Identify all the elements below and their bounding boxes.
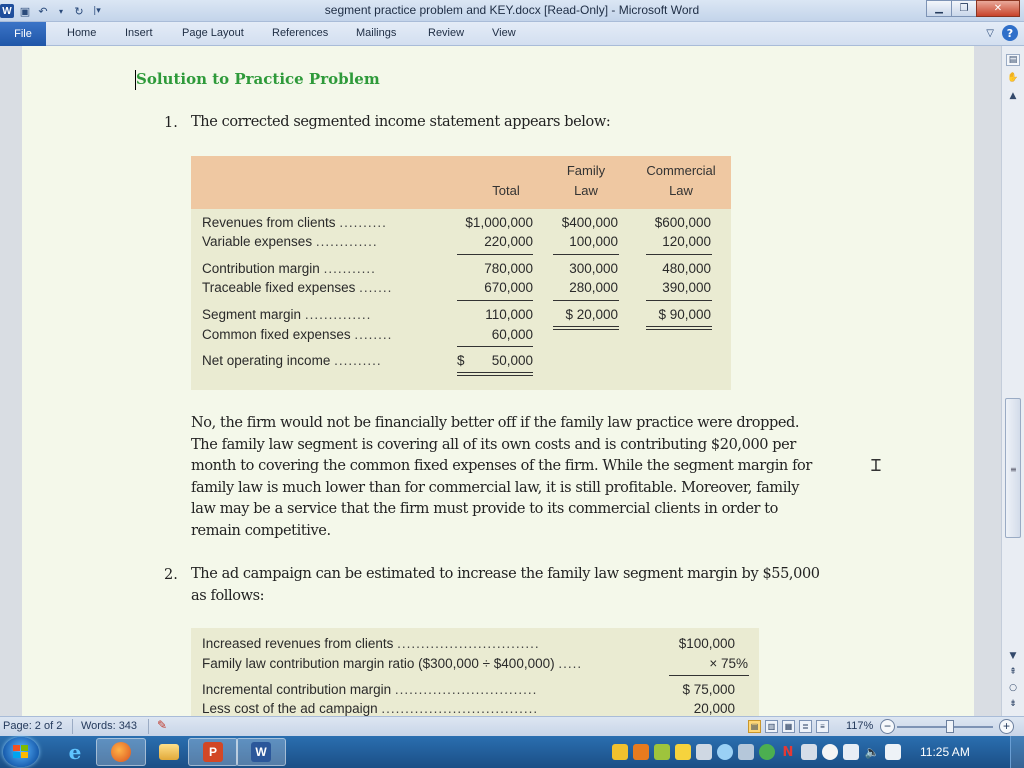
header-commercial-line2: Law <box>669 183 693 198</box>
double-underline <box>553 329 619 330</box>
web-layout-icon[interactable]: ▦ <box>782 720 795 733</box>
network-icon[interactable] <box>843 744 859 760</box>
file-explorer-icon[interactable] <box>144 738 194 766</box>
underline <box>457 254 533 255</box>
powerpoint-icon[interactable]: P <box>188 738 238 766</box>
next-page-icon[interactable]: ⇟ <box>1009 699 1017 709</box>
zoom-in-button[interactable]: + <box>999 719 1014 734</box>
cell-total: 50,000 <box>491 353 533 368</box>
cell-value: 20,000 <box>693 701 735 716</box>
table-row-label: Variable expenses ............. <box>202 234 378 249</box>
word-icon[interactable]: W <box>236 738 286 766</box>
cell-commercial: $600,000 <box>654 215 711 230</box>
underline <box>646 300 712 301</box>
table-row-label: Family law contribution margin ratio ($300,000 ÷ $400,000) ..... <box>202 656 583 671</box>
hand-icon[interactable]: ✋ <box>1007 73 1019 83</box>
proofing-icon[interactable]: ✎ <box>157 718 168 732</box>
ruler-toggle-icon[interactable]: ▤ <box>1006 54 1020 66</box>
clock-icon[interactable] <box>822 744 838 760</box>
cell-total: 110,000 <box>485 307 533 322</box>
cell-total: 220,000 <box>484 234 533 249</box>
underline <box>553 254 619 255</box>
item-1-number: 1. <box>164 115 178 131</box>
full-screen-reading-icon[interactable]: ▥ <box>765 720 778 733</box>
display-icon[interactable] <box>696 744 712 760</box>
page-heading: Solution to Practice Problem <box>136 70 380 88</box>
scroll-thumb[interactable] <box>1005 398 1021 538</box>
title-bar <box>0 0 1024 22</box>
cell-family: 300,000 <box>569 261 618 276</box>
cell-value: $ 75,000 <box>682 682 735 697</box>
segmented-income-table <box>191 156 731 390</box>
print-layout-view-icon[interactable]: ▤ <box>748 720 761 733</box>
show-desktop-button[interactable] <box>1010 736 1024 768</box>
table-row-label: Increased revenues from clients .............................. <box>202 636 540 651</box>
cell-commercial: 120,000 <box>662 234 711 249</box>
cell-commercial: 480,000 <box>662 261 711 276</box>
tab-page-layout[interactable]: Page Layout <box>182 27 244 39</box>
header-commercial-line1: Commercial <box>646 163 716 178</box>
double-underline <box>646 326 712 327</box>
table-row-label: Incremental contribution margin .............................. <box>202 682 538 697</box>
start-button[interactable] <box>3 737 39 767</box>
table-row-label: Segment margin .............. <box>202 307 372 322</box>
minimize-ribbon-icon[interactable]: ▽ <box>986 27 994 39</box>
window-title: segment practice problem and KEY.docx [Read-Only] - Microsoft Word <box>324 3 700 17</box>
underline <box>457 346 533 347</box>
item-1-intro: The corrected segmented income statement appears below: <box>191 114 611 130</box>
customize-qat-icon[interactable]: |▾ <box>93 6 101 16</box>
internet-explorer-icon[interactable]: e <box>68 740 82 764</box>
explanation-paragraph: No, the firm would not be financially better off if the family law practice were dropped. The family law segment is covering all of its own costs and is contributing $20,000 per month to covering the common fixed expenses of the firm. While the segment margin for family law is much lower than for commercial law, it is still profitable. Moreover, family law may be a service that the firm must provide to its commercial clients in order to remain competitive. <box>191 415 812 539</box>
zoom-level[interactable]: 117% <box>846 720 874 732</box>
underline <box>669 675 749 676</box>
ad-campaign-table <box>191 628 759 716</box>
cell-total: 60,000 <box>491 327 533 342</box>
status-bar <box>0 716 1024 736</box>
divider <box>148 719 149 734</box>
n-app-icon[interactable]: N <box>782 744 794 760</box>
tab-file[interactable]: File <box>0 22 46 46</box>
header-total: Total <box>492 183 520 198</box>
minimize-button[interactable]: ▁ <box>926 0 952 17</box>
browse-object-icon[interactable]: ○ <box>1009 683 1017 693</box>
cell-family: $ 20,000 <box>565 307 618 322</box>
pen-icon[interactable] <box>654 744 670 760</box>
vertical-scrollbar[interactable] <box>1001 46 1024 716</box>
item-2-number: 2. <box>164 567 178 583</box>
table-row-label: Less cost of the ad campaign ................................. <box>202 701 539 716</box>
cell-value: × 75% <box>709 656 748 671</box>
recycle-icon[interactable] <box>759 744 775 760</box>
table-row-label: Common fixed expenses ........ <box>202 327 393 342</box>
table-row-label: Net operating income .......... <box>202 353 382 368</box>
bluetooth-icon[interactable] <box>801 744 817 760</box>
taskbar <box>0 736 1024 768</box>
header-family-line1: Family <box>566 163 606 178</box>
underline <box>553 300 619 301</box>
taskbar-clock[interactable]: 11:25 AM <box>920 745 970 759</box>
tab-view[interactable]: View <box>492 27 516 39</box>
scroll-down-icon[interactable]: ▼ <box>1009 651 1017 661</box>
maximize-button[interactable]: ❐ <box>951 0 977 17</box>
firefox-icon[interactable] <box>96 738 146 766</box>
cell-value: $100,000 <box>678 636 735 651</box>
volume-icon[interactable]: 🔈 <box>864 745 880 759</box>
zoom-slider-track[interactable] <box>897 726 993 728</box>
notes-icon[interactable] <box>633 744 649 760</box>
table-row-label: Contribution margin ........... <box>202 261 376 276</box>
underline <box>457 300 533 301</box>
double-underline <box>553 326 619 327</box>
i-beam-cursor-icon: Ꮖ <box>871 456 882 475</box>
cell-family: $400,000 <box>561 215 618 230</box>
underline <box>646 254 712 255</box>
cell-family: 100,000 <box>569 234 618 249</box>
tools-icon[interactable] <box>738 744 754 760</box>
tab-insert[interactable]: Insert <box>125 27 153 39</box>
item-2-text: The ad campaign can be estimated to increase the family law segment margin by $55,000 as follows: <box>191 566 820 604</box>
double-underline <box>457 372 533 373</box>
redo-icon[interactable]: ↻ <box>74 4 84 18</box>
draft-view-icon[interactable]: ≡ <box>816 720 829 733</box>
double-underline <box>646 329 712 330</box>
zoom-out-button[interactable]: − <box>880 719 895 734</box>
chevron-down-icon[interactable]: ▾ <box>58 6 63 16</box>
system-tray <box>612 742 901 762</box>
word-app-icon[interactable]: W <box>0 4 14 18</box>
table-row-label: Traceable fixed expenses ....... <box>202 280 393 295</box>
zoom-slider-thumb[interactable] <box>946 720 954 733</box>
ribbon-tabs <box>0 22 1024 46</box>
windows-logo-icon <box>13 745 29 759</box>
header-family-line2: Law <box>574 183 598 198</box>
folder-icon[interactable] <box>675 744 691 760</box>
divider <box>72 719 73 734</box>
cell-family: 280,000 <box>569 280 618 295</box>
action-center-flag-icon[interactable] <box>885 744 901 760</box>
cell-commercial: $ 90,000 <box>658 307 711 322</box>
table-row-label: Revenues from clients .......... <box>202 215 387 230</box>
word-count[interactable]: Words: 343 <box>81 720 138 732</box>
double-underline <box>457 375 533 376</box>
page-count[interactable]: Page: 2 of 2 <box>3 720 63 732</box>
shield-icon[interactable] <box>612 744 628 760</box>
save-icon[interactable]: ▣ <box>19 4 31 18</box>
window-controls <box>927 0 1020 17</box>
cell-total: 670,000 <box>484 280 533 295</box>
grip-icon: ≡ <box>1010 465 1017 474</box>
undo-icon[interactable]: ↶ <box>38 4 48 18</box>
tab-review[interactable]: Review <box>428 27 465 39</box>
help-icon[interactable]: ? <box>1002 25 1018 41</box>
globe-icon[interactable] <box>717 744 733 760</box>
outline-view-icon[interactable]: ≣ <box>799 720 812 733</box>
tab-references[interactable]: References <box>272 27 329 39</box>
document-area <box>0 46 1001 716</box>
cell-total-dollar: $ <box>457 353 465 368</box>
cell-total: $1,000,000 <box>465 215 533 230</box>
close-button[interactable]: ✕ <box>976 0 1020 17</box>
ribbon-right-controls <box>986 25 1018 41</box>
tab-mailings[interactable]: Mailings <box>356 27 397 39</box>
document-page[interactable] <box>22 46 974 716</box>
tab-home[interactable]: Home <box>67 27 97 39</box>
cell-commercial: 390,000 <box>662 280 711 295</box>
previous-page-icon[interactable]: ⇞ <box>1009 667 1017 677</box>
scroll-up-icon[interactable]: ▲ <box>1009 91 1017 101</box>
cell-total: 780,000 <box>484 261 533 276</box>
